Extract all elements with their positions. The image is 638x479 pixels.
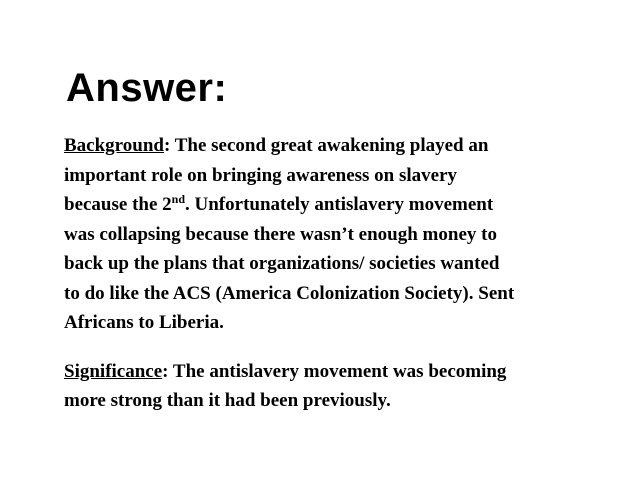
background-line-7: Africans to Liberia.: [64, 312, 224, 333]
significance-line-1: [64, 357, 624, 387]
background-line-1: [64, 131, 624, 161]
background-text-3a: because the 2: [64, 194, 172, 215]
background-text-1: : The second great awakening played an: [163, 135, 489, 156]
background-line-6: to do like the ACS (America Colonization Society). Sent: [64, 282, 515, 304]
significance-label: Significance: [64, 360, 163, 382]
ordinal-superscript: nd: [171, 192, 186, 206]
background-line-4: was collapsing because there wasn’t enough money to: [64, 223, 497, 245]
slide-body: [64, 131, 624, 416]
background-text-3b: . Unfortunately antislavery movement: [185, 194, 494, 215]
background-line-3: [64, 190, 624, 220]
background-line-2: important role on bringing awareness on slavery: [64, 164, 458, 186]
background-paragraph: [64, 131, 624, 338]
significance-line-2: more strong than it had been previously.: [64, 390, 391, 411]
background-label: Background: [64, 135, 164, 156]
slide-title: Answer:: [66, 66, 228, 110]
significance-paragraph: [64, 357, 624, 416]
background-line-5: back up the plans that organizations/ societies wanted: [64, 253, 500, 274]
significance-text-1: : The antislavery movement was becoming: [162, 360, 507, 382]
